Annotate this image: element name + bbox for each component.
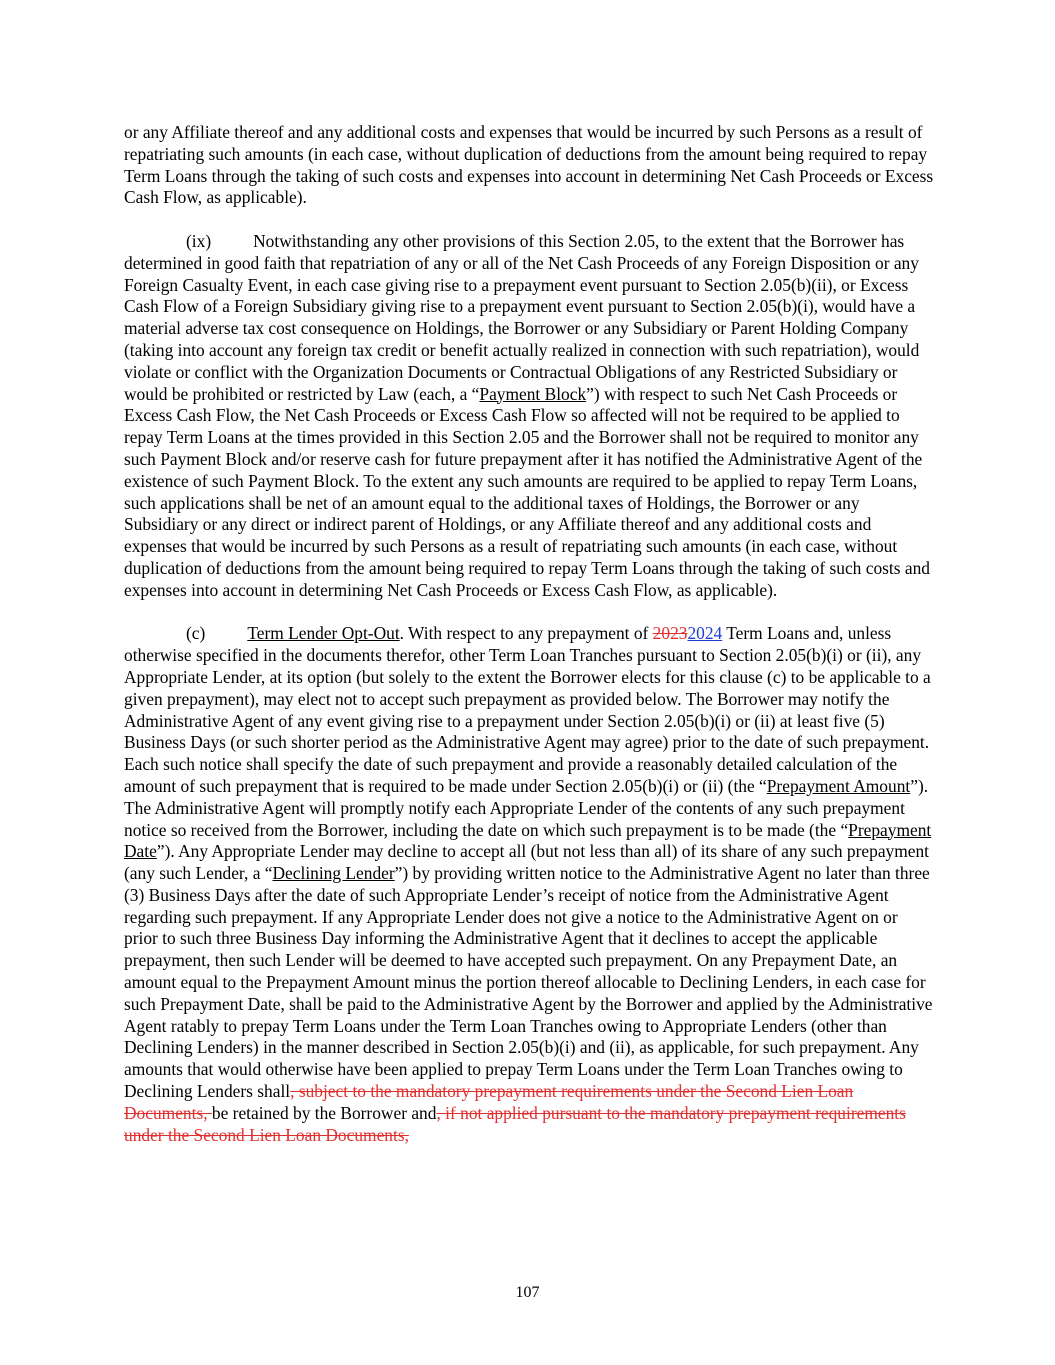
paragraph-text: ”) by providing written notice to the Administrative Agent no later than three (3) Business Days after the date of such Appropriate Lender’s receipt of notice from the Administrative Agent regarding such prepayment. If any Appropriate Lender does not give a notice to the Administrative Agent on or prior to such three Business Day informing the Administrative Agent that it declines to accept the applicable prepayment, then such Lender will be deemed to have accepted such prepayment. On any Prepayment Date, an amount equal to the Prepayment Amount minus the portion thereof allocable to Declining Lenders, in each case for such Prepayment Date, shall be paid to the Administrative Agent by the Borrower and applied by the Administrative Agent ratably to prepay Term Loans under the Term Loan Tranches owing to Appropriate Lenders (other than Declining Lenders) in the manner described in Section 2.05(b)(i) and (ii), as applicable, for such prepayment. Any amounts that would otherwise have been applied to prepay Term Loans under the Term Loan Tranches owing to Declining Lenders shall <box>124 863 933 1102</box>
defined-term: Prepayment Amount <box>766 775 911 796</box>
paragraph-c <box>124 623 934 1146</box>
clause-number: (c) <box>186 623 206 644</box>
document-body <box>124 122 934 1168</box>
paragraph-text: be retained by the Borrower and <box>211 1102 437 1123</box>
paragraph-text: ”). The Administrative Agent will promptly notify each Appropriate Lender of the contents of any such prepayment notice so received from the Borrower, including the date on which such prepayment is to be made (the “ <box>124 775 929 840</box>
paragraph-text: . With respect to any prepayment of <box>399 623 653 644</box>
deleted-text: , subject to the mandatory prepayment requirements under the Second Lien Loan Documents, <box>124 1081 854 1123</box>
defined-term: Payment Block <box>479 383 587 404</box>
deleted-text: 2023 <box>652 623 688 644</box>
paragraph-text: or any Affiliate thereof and any additional costs and expenses that would be incurred by such Persons as a result of repatriating such amounts (in each case, without duplication of deductions from the amount being required to repay Term Loans through the taking of such costs and expenses into account in determining Net Cash Proceeds or Excess Cash Flow, as applicable). <box>124 122 934 208</box>
deleted-text: , if not applied pursuant to the mandatory prepayment requirements under the Second Lien Loan Documents, <box>124 1102 906 1145</box>
paragraph-text: Term Loans and, unless otherwise specified in the documents therefor, other Term Loan Tranches pursuant to Section 2.05(b)(i) or (ii), any Appropriate Lender, at its option (but solely to the extent the Borrower elects for this clause (c) to be applicable to a given prepayment), may elect not to accept such prepayment as provided below. The Borrower may notify the Administrative Agent of any event giving rise to a prepayment under Section 2.05(b)(i) or (ii) at least five (5) Business Days (or such shorter period as the Administrative Agent may agree) prior to the date of such prepayment. Each such notice shall specify the date of such prepayment and provide a reasonably detailed calculation of the amount of such prepayment that is required to be made under Section 2.05(b)(i) or (ii) (the “ <box>124 623 931 796</box>
defined-term: Declining Lender <box>272 863 395 884</box>
paragraph-continuation <box>124 122 934 209</box>
paragraph-text: ”). Any Appropriate Lender may decline to accept all (but not less than all) of its share of any such prepayment (any such Lender, a “ <box>124 841 930 884</box>
clause-heading: Term Lender Opt-Out <box>247 623 400 644</box>
page-number: 107 <box>515 1284 540 1301</box>
defined-term: Prepayment Date <box>124 819 932 862</box>
paragraph-ix <box>124 231 934 602</box>
inserted-text: 2024 <box>687 623 723 644</box>
paragraph-text: Notwithstanding any other provisions of this Section 2.05, to the extent that the Borrower has determined in good faith that repatriation of any or all of the Net Cash Proceeds of any Foreign Disposition or any Foreign Casualty Event, in each case giving rise to a prepayment event pursuant to Section 2.05(b)(ii), or Excess Cash Flow of a Foreign Subsidiary giving rise to a prepayment event pursuant to Section 2.05(b)(i), would have a material adverse tax cost consequence on Holdings, the Borrower or any Subsidiary or Parent Holding Company (taking into account any foreign tax credit or benefit actually realized in connection with such repatriation), would violate or conflict with the Organization Documents or Contractual Obligations of any Restricted Subsidiary or would be prohibited or restricted by Law (each, a “ <box>124 230 920 404</box>
paragraph-text: ”) with respect to such Net Cash Proceeds or Excess Cash Flow, the Net Cash Proceeds or Excess Cash Flow so affected will not be required to be applied to repay Term Loans at the times provided in this Section 2.05 and the Borrower shall not be required to monitor any such Payment Block and/or reserve cash for future prepayment after it has notified the Administrative Agent of the existence of such Payment Block. To the extent any such amounts are required to be applied to repay Term Loans, such applications shall be net of an amount equal to the additional taxes of Holdings, the Borrower or any Subsidiary or any direct or indirect parent of Holdings, or any Affiliate thereof and any additional costs and expenses that would be incurred by such Persons as a result of repatriating such amounts (in each case, without duplication of deductions from the amount being required to repay Term Loans through the taking of such costs and expenses into account in determining Net Cash Proceeds or Excess Cash Flow, as applicable). <box>124 383 930 600</box>
clause-number: (ix) <box>186 230 212 251</box>
